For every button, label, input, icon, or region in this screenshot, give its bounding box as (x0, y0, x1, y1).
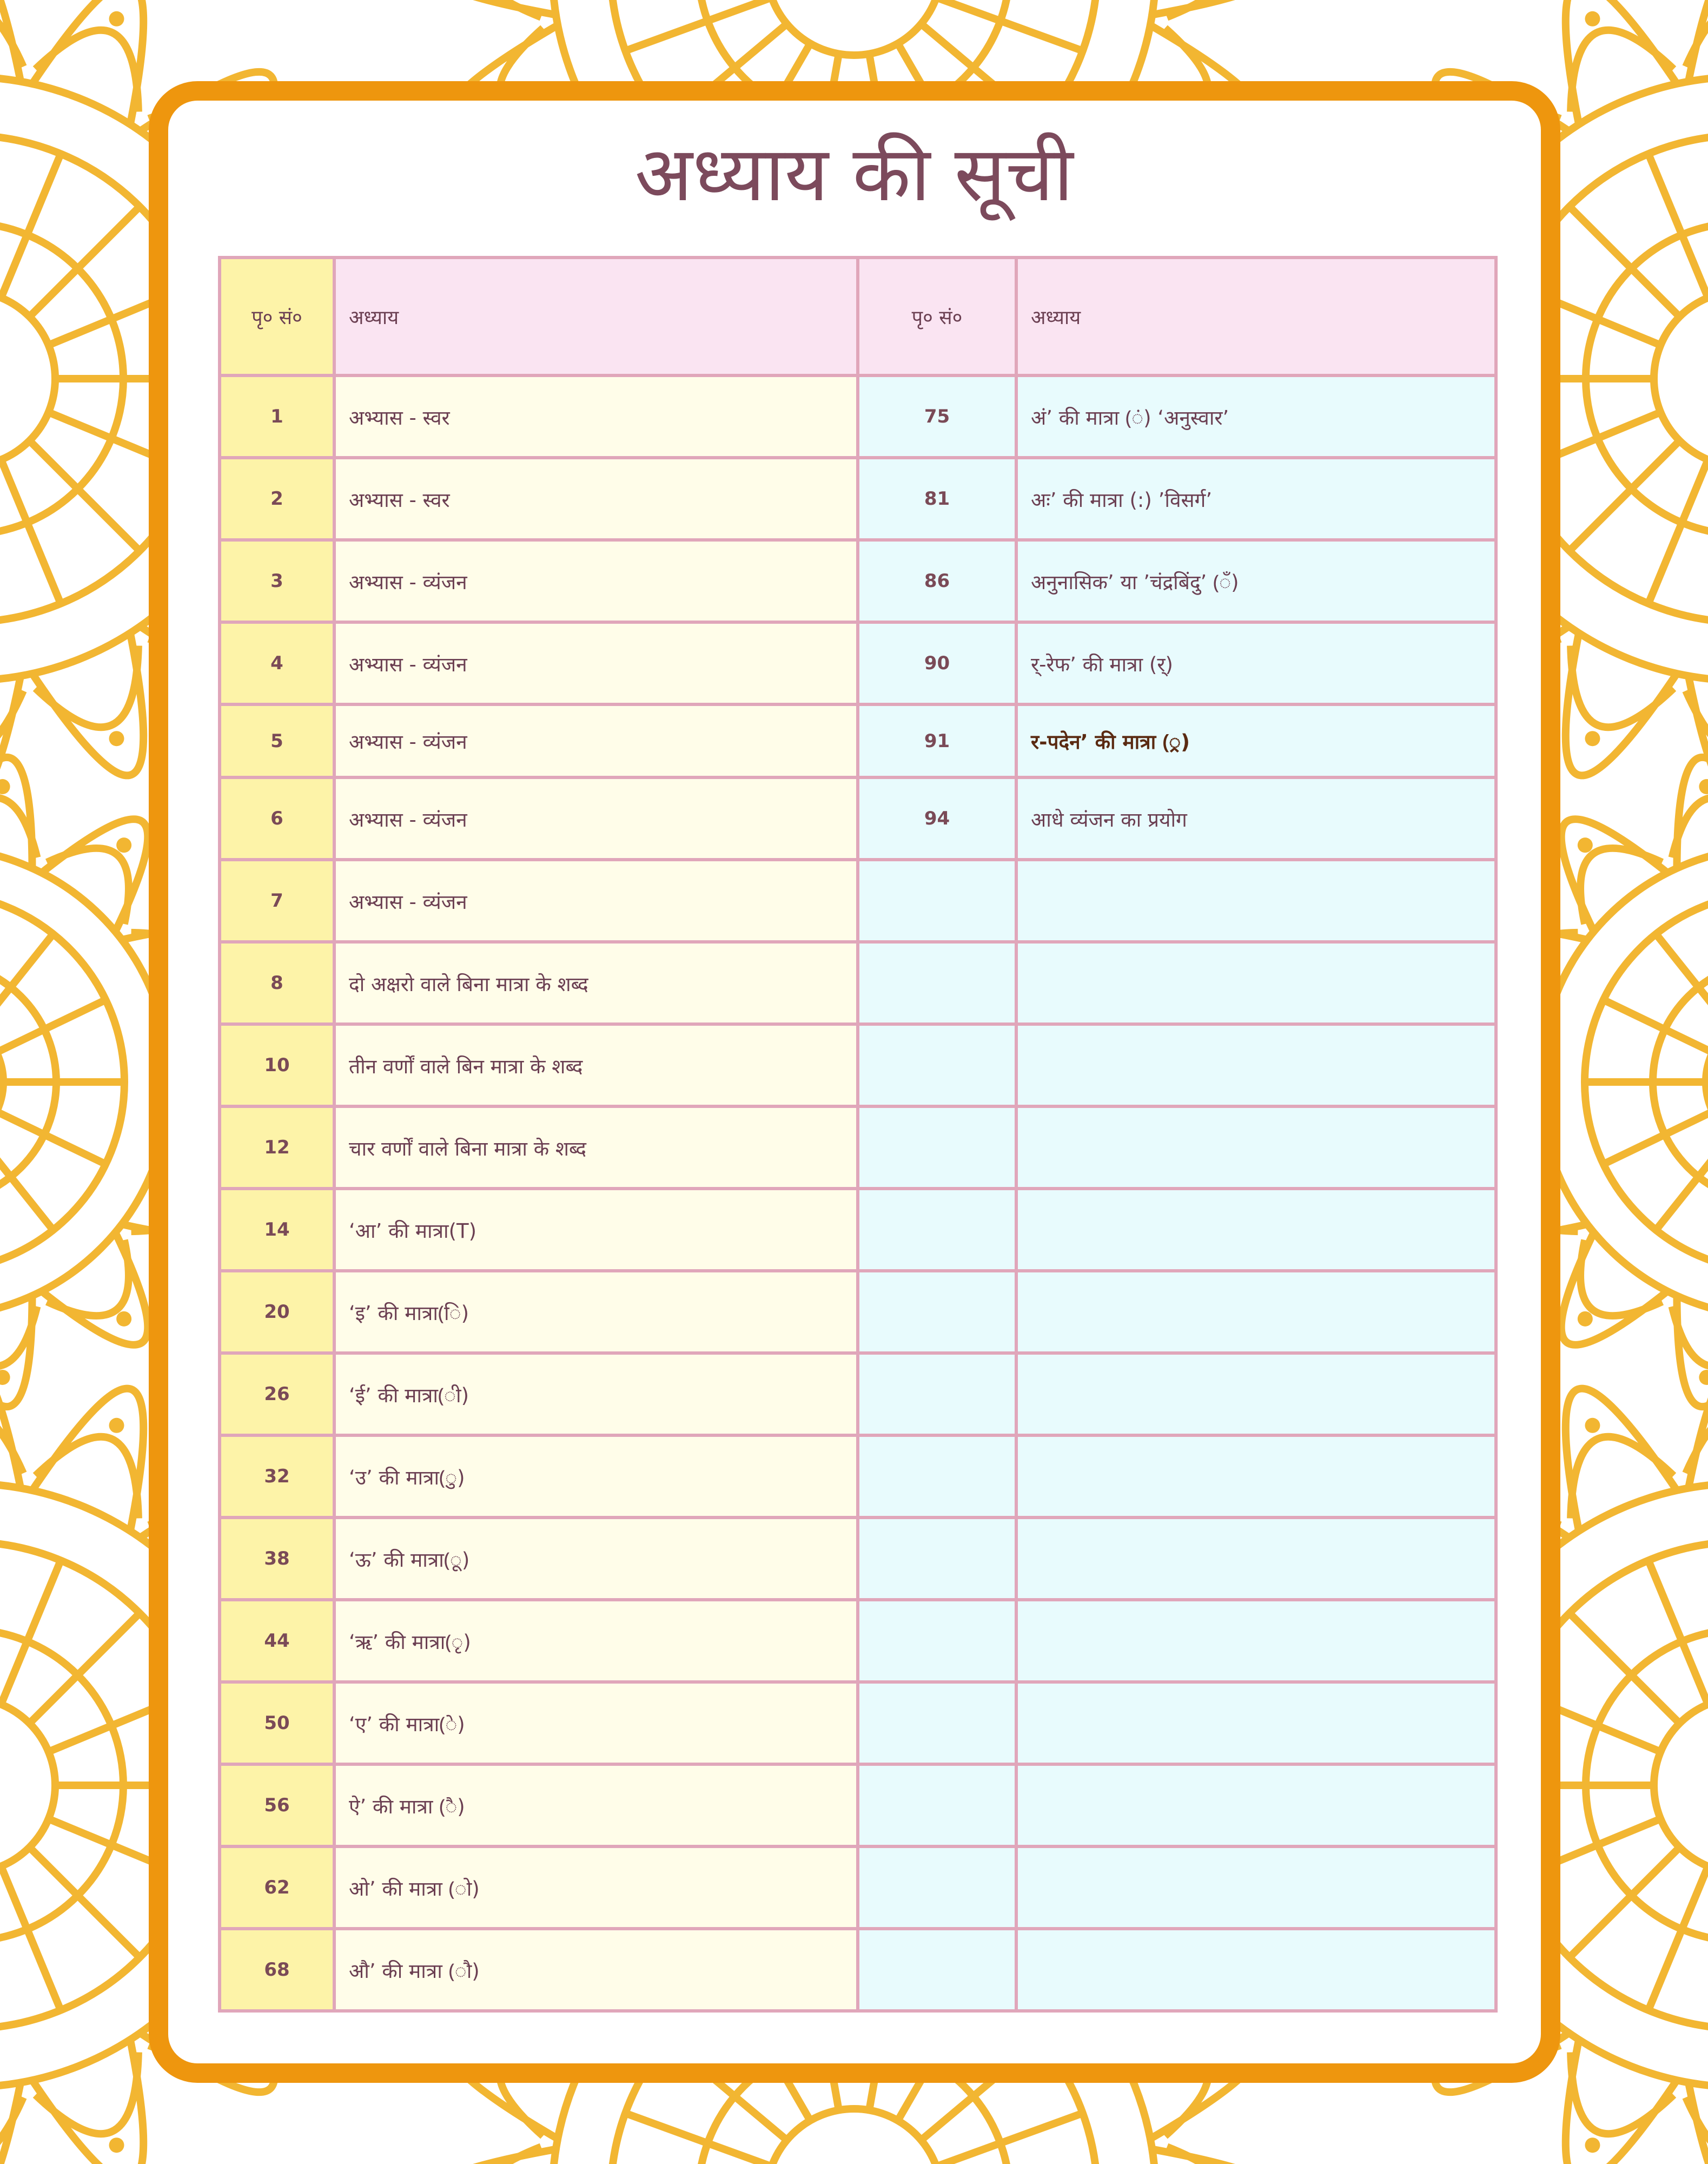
right-chapter-title: र-पदेन’ की मात्रा (्र) (1016, 704, 1496, 777)
left-chapter-title: ‘इ’ की मात्रा(ि) (334, 1271, 858, 1353)
table-row (220, 1353, 1496, 1435)
table-row (220, 860, 1496, 942)
right-chapter-title (1016, 1189, 1496, 1271)
header-page-no-right: पृ० सं० (858, 258, 1016, 375)
right-chapter-title (1016, 1353, 1496, 1435)
right-page-number (858, 1189, 1016, 1271)
left-page-number: 62 (220, 1846, 334, 1929)
left-chapter-title: ‘आ’ की मात्रा(T) (334, 1189, 858, 1271)
right-page-number (858, 1353, 1016, 1435)
left-page-number: 6 (220, 777, 334, 860)
right-chapter-title (1016, 860, 1496, 942)
left-chapter-title: अभ्यास - व्यंजन (334, 540, 858, 622)
table-row (220, 1189, 1496, 1271)
left-page-number: 5 (220, 704, 334, 777)
right-page-number: 81 (858, 458, 1016, 540)
table-row (220, 1764, 1496, 1846)
left-chapter-title: अभ्यास - व्यंजन (334, 860, 858, 942)
table-row (220, 704, 1496, 777)
left-chapter-title: ‘ऊ’ की मात्रा(ू) (334, 1518, 858, 1600)
table-row (220, 1106, 1496, 1189)
table-row (220, 1929, 1496, 2011)
table-row (220, 540, 1496, 622)
right-page-number: 90 (858, 622, 1016, 704)
left-page-number: 2 (220, 458, 334, 540)
left-chapter-title: दो अक्षरो वाले बिना मात्रा के शब्द (334, 942, 858, 1024)
table-row (220, 375, 1496, 458)
chapter-index-table (218, 256, 1498, 2013)
left-chapter-title: चार वर्णों वाले बिना मात्रा के शब्द (334, 1106, 858, 1189)
right-page-number (858, 1682, 1016, 1764)
left-chapter-title: औ’ की मात्रा (ौ) (334, 1929, 858, 2011)
left-chapter-title: अभ्यास - व्यंजन (334, 622, 858, 704)
table-row (220, 777, 1496, 860)
right-chapter-title: अं’ की मात्रा (ं) ‘अनुस्वार’ (1016, 375, 1496, 458)
right-chapter-title (1016, 942, 1496, 1024)
left-page-number: 38 (220, 1518, 334, 1600)
right-chapter-title: आधे व्यंजन का प्रयोग (1016, 777, 1496, 860)
table-row (220, 942, 1496, 1024)
left-page-number: 68 (220, 1929, 334, 2011)
right-page-number (858, 1518, 1016, 1600)
left-page-number: 32 (220, 1435, 334, 1518)
left-page-number: 4 (220, 622, 334, 704)
table-row (220, 1435, 1496, 1518)
right-chapter-title (1016, 1271, 1496, 1353)
right-page-number (858, 1600, 1016, 1682)
right-page-number: 94 (858, 777, 1016, 860)
right-chapter-title (1016, 1518, 1496, 1600)
left-page-number: 3 (220, 540, 334, 622)
table-row (220, 1271, 1496, 1353)
right-chapter-title (1016, 1846, 1496, 1929)
right-page-number (858, 860, 1016, 942)
page-title: अध्याय की सूची (634, 130, 1074, 219)
left-page-number: 1 (220, 375, 334, 458)
left-page-number: 8 (220, 942, 334, 1024)
left-chapter-title: अभ्यास - व्यंजन (334, 704, 858, 777)
table-row (220, 1682, 1496, 1764)
right-page-number (858, 1846, 1016, 1929)
left-chapter-title: अभ्यास - स्वर (334, 458, 858, 540)
header-chapter-left: अध्याय (334, 258, 858, 375)
right-chapter-title (1016, 1600, 1496, 1682)
left-page-number: 26 (220, 1353, 334, 1435)
left-chapter-title: ‘उ’ की मात्रा(ु) (334, 1435, 858, 1518)
left-chapter-title: ऐ’ की मात्रा (ै) (334, 1764, 858, 1846)
left-page-number: 14 (220, 1189, 334, 1271)
header-page-no-left: पृ० सं० (220, 258, 334, 375)
right-page-number: 91 (858, 704, 1016, 777)
right-page-number (858, 1106, 1016, 1189)
table-row (220, 1024, 1496, 1106)
left-chapter-title: अभ्यास - स्वर (334, 375, 858, 458)
right-page-number (858, 1271, 1016, 1353)
right-page-number (858, 1435, 1016, 1518)
right-chapter-title (1016, 1435, 1496, 1518)
table-row (220, 1600, 1496, 1682)
right-page-number: 75 (858, 375, 1016, 458)
right-chapter-title (1016, 1024, 1496, 1106)
right-page-number (858, 1929, 1016, 2011)
table-row (220, 1846, 1496, 1929)
left-page-number: 10 (220, 1024, 334, 1106)
right-page-number (858, 942, 1016, 1024)
header-chapter-right: अध्याय (1016, 258, 1496, 375)
left-page-number: 44 (220, 1600, 334, 1682)
right-chapter-title (1016, 1682, 1496, 1764)
left-page-number: 7 (220, 860, 334, 942)
left-chapter-title: ‘ई’ की मात्रा(ी) (334, 1353, 858, 1435)
left-chapter-title: तीन वर्णों वाले बिन मात्रा के शब्द (334, 1024, 858, 1106)
right-chapter-title (1016, 1106, 1496, 1189)
left-page-number: 20 (220, 1271, 334, 1353)
right-chapter-title: अः’ की मात्रा (:) ’विसर्ग’ (1016, 458, 1496, 540)
left-chapter-title: अभ्यास - व्यंजन (334, 777, 858, 860)
table-row (220, 1518, 1496, 1600)
left-page-number: 50 (220, 1682, 334, 1764)
right-chapter-title (1016, 1929, 1496, 2011)
right-page-number: 86 (858, 540, 1016, 622)
table-header-row (220, 258, 1496, 375)
table-row (220, 458, 1496, 540)
left-page-number: 56 (220, 1764, 334, 1846)
right-page-number (858, 1764, 1016, 1846)
left-chapter-title: ‘ए’ की मात्रा(े) (334, 1682, 858, 1764)
left-chapter-title: ओ’ की मात्रा (ो) (334, 1846, 858, 1929)
left-page-number: 12 (220, 1106, 334, 1189)
right-chapter-title: अनुनासिक’ या ’चंद्रबिंदु’ (ँ) (1016, 540, 1496, 622)
right-chapter-title: र्-रेफ’ की मात्रा (र्) (1016, 622, 1496, 704)
right-page-number (858, 1024, 1016, 1106)
table-row (220, 622, 1496, 704)
left-chapter-title: ‘ऋ’ की मात्रा(ृ) (334, 1600, 858, 1682)
right-chapter-title (1016, 1764, 1496, 1846)
